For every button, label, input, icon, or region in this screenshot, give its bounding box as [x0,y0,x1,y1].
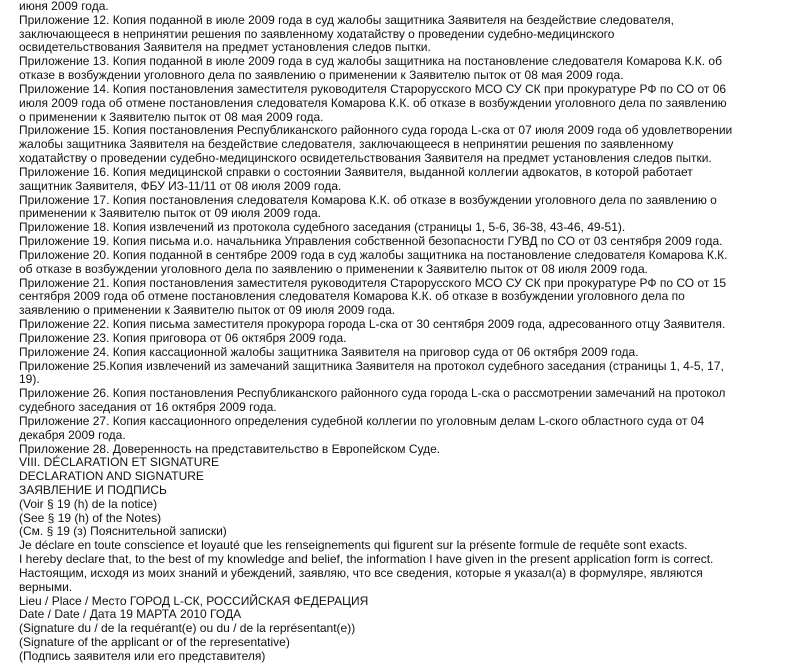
text-line: Приложение 15. Копия постановления Республиканского районного суда города L-ска от 07 июля 2009 года об удовлетворении [19,123,733,138]
text-line: защитник Заявителя, ФБУ ИЗ-11/11 от 08 июля 2009 года. [19,178,342,193]
appendix-list [19,0,787,456]
text-line: об отказе в возбуждении уголовного дела по заявлению о применении к Заявителю пыток от 08 июля 2009 года. [19,261,648,276]
text-line: (Signature of the applicant or of the representative) [19,635,290,650]
text-line: Настоящим, исходя из моих знаний и убеждений, заявляю, что все сведения, которые я указал(а) в формуляре, являются [19,565,703,580]
text-line: Приложение 12. Копия поданной в июле 2009 года в суд жалобы защитника Заявителя на бездействие следователя, [19,12,674,27]
text-line: Приложение 18. Копия извлечений из протокола судебного заседания (страницы 1, 5-6, 36-38, 43-46, 49-51). [19,220,626,235]
text-line: DECLARATION AND SIGNATURE [19,469,204,484]
text-line: Je déclare en toute conscience et loyauté que les renseignements qui figurent sur la présente formule de requête sont exacts. [19,538,688,553]
text-line: Приложение 27. Копия кассационного определения судебной коллегии по уголовным делам L-ского областного суда от 04 [19,413,705,428]
text-line: Приложение 25.Копия извлечений из замечаний защитника Заявителя на протокол судебного заседания (страницы 1, 4-5, 17, [19,358,724,373]
text-line: (См. § 19 (з) Пояснительной записки) [19,524,227,539]
text-line: (Signature du / de la requérant(e) ou du / de la représentant(e)) [19,621,356,636]
text-line: применении к Заявителю пыток от 09 июля 2009 года. [19,206,322,221]
text-line: июня 2009 года. [19,0,109,13]
text-line: ЗАЯВЛЕНИЕ И ПОДПИСЬ [19,482,167,497]
text-line: судебного заседания от 16 октября 2009 года. [19,400,277,415]
text-line: Приложение 21. Копия постановления заместителя руководителя Старорусского МСО СУ СК при прокуратуре РФ по СО от 15 [19,275,727,290]
text-line: заявлению о применении к Заявителю пыток от 09 июля 2009 года. [19,303,396,318]
text-line: декабря 2009 года. [19,427,126,442]
text-line: VIII. DÉCLARATION ET SIGNATURE [19,455,220,470]
text-line: Приложение 26. Копия постановления Республиканского районного суда города L-ска о рассмотрении замечаний на протокол [19,386,726,401]
text-line: Date / Date / Дата 19 МАРТА 2010 ГОДА [19,607,242,622]
text-line: Приложение 13. Копия поданной в июле 2009 года в суд жалобы защитника на постановление следователя Комарова К.К. об [19,54,722,69]
text-line: заключающееся в непринятии решения по заявленному ходатайству о проведении судебно-медицинского [19,26,615,41]
text-line: Приложение 22. Копия письма заместителя прокурора города L-ска от 30 сентября 2009 года, адресованного отцу Заявителя. [19,317,726,332]
text-line: (Подпись заявителя или его представителя) [19,648,266,663]
text-line: Приложение 19. Копия письма и.о. начальника Управления собственной безопасности ГУВД по СО от 03 сентября 2009 года. [19,234,723,249]
text-line: Приложение 14. Копия постановления заместителя руководителя Старорусского МСО СУ СК при прокуратуре РФ по СО от 06 [19,81,727,96]
text-line: о применении к Заявителю пыток от 08 мая 2009 года. [19,109,324,124]
text-line: Приложение 28. Доверенность на представительство в Европейском Суде. [19,441,441,456]
text-line: Приложение 24. Копия кассационной жалобы защитника Заявителя на приговор суда от 06 октября 2009 года. [19,344,639,359]
text-line: Lieu / Place / Место ГОРОД L-СК, РОССИЙСКАЯ ФЕДЕРАЦИЯ [19,593,369,608]
text-line: июля 2009 года об отмене постановления следователя Комарова К.К. об отказе в возбуждении уголовного дела по заявлению [19,95,727,110]
text-line: 19). [19,372,40,387]
text-line: (Voir § 19 (h) de la notice) [19,496,158,511]
text-line: Приложение 20. Копия поданной в сентябре 2009 года в суд жалобы защитника на постановление следователя Комарова К.К. [19,247,728,262]
text-line: (See § 19 (h) of the Notes) [19,510,162,525]
text-line: ходатайству о проведении судебно-медицинского освидетельствования Заявителя на предмет установления следов пытки. [19,151,712,166]
declaration-section [19,456,787,663]
text-line: жалобы защитника Заявителя на бездействие следователя, заключающееся в непринятии решения по заявленному [19,137,674,152]
text-line: Приложение 17. Копия постановления следователя Комарова К.К. об отказе в возбуждении уголовного дела по заявлению о [19,192,717,207]
text-line: сентября 2009 года об отмене постановления следователя Комарова К.К. об отказе в возбуждении уголовного дела по [19,289,685,304]
text-line: верными. [19,579,73,594]
text-line: I hereby declare that, to the best of my knowledge and belief, the information I have given in the present application form is correct. [19,552,714,567]
text-line: отказе в возбуждении уголовного дела по заявлению о применении к Заявителю пыток от 08 мая 2009 года. [19,68,624,83]
text-line: Приложение 16. Копия медицинской справки о состоянии Заявителя, выданной коллегии адвокатов, в которой работает [19,164,693,179]
text-line: Приложение 23. Копия приговора от 06 октября 2009 года. [19,330,347,345]
text-line: освидетельствования Заявителя на предмет установления следов пытки. [19,40,431,55]
